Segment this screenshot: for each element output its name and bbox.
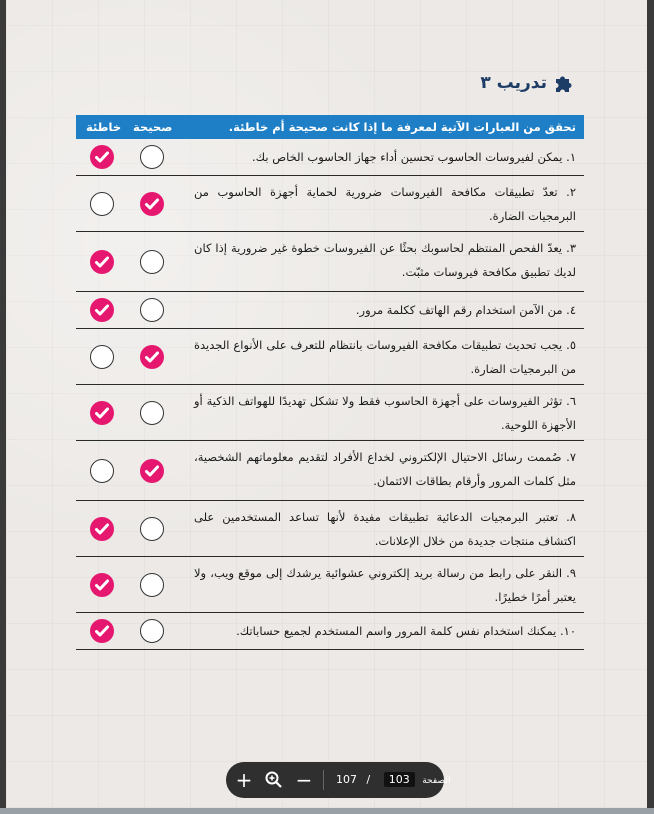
table-header (76, 115, 584, 139)
true-checkmark-icon[interactable] (140, 192, 164, 216)
page-label: الصفحة (422, 776, 451, 786)
true-radio-empty[interactable] (140, 401, 164, 425)
statement-text: ١٠. يمكنك استخدام نفس كلمة المرور واسم المستخدم لجميع حساباتك. (236, 624, 576, 638)
false-radio-empty[interactable] (90, 192, 114, 216)
true-radio-empty[interactable] (140, 250, 164, 274)
table-row (76, 232, 584, 292)
header-true: صحيحة (133, 120, 173, 134)
zoom-out-button[interactable]: − (295, 768, 313, 792)
table-row (76, 441, 584, 501)
statement-text: ٦. تؤثر الفيروسات على أجهزة الحاسوب فقط ولا تشكل تهديدًا للهواتف الذكية أو الأجهزة اللوحية. (194, 394, 576, 432)
zoom-in-button[interactable]: + (235, 768, 253, 792)
statement-text: ٩. النقر على رابط من رسالة بريد إلكتروني عشوائية يرشدك إلى موقع ويب، ولا يعتبر أمرًا خطيرًا. (194, 566, 576, 604)
false-checkmark-icon[interactable] (90, 250, 114, 274)
table-row (76, 613, 584, 650)
puzzle-icon (553, 72, 575, 94)
table-row (76, 501, 584, 557)
statement-text: ٢. تعدّ تطبيقات مكافحة الفيروسات ضرورية لحماية أجهزة الحاسوب من البرمجيات الضارة. (194, 185, 576, 223)
false-radio-empty[interactable] (90, 459, 114, 483)
statement-text: ١. يمكن لفيروسات الحاسوب تحسين أداء جهاز الحاسوب الخاص بك. (252, 150, 576, 164)
toolbar-divider (323, 770, 324, 790)
statement-text: ٥. يجب تحديث تطبيقات مكافحة الفيروسات بانتظام للتعرف على الأنواع الجديدة من البرمجيات الضارة. (194, 338, 576, 376)
false-checkmark-icon[interactable] (90, 298, 114, 322)
false-checkmark-icon[interactable] (90, 401, 114, 425)
true-radio-empty[interactable] (140, 619, 164, 643)
false-checkmark-icon[interactable] (90, 517, 114, 541)
table-row (76, 139, 584, 176)
true-checkmark-icon[interactable] (140, 459, 164, 483)
table-row (76, 557, 584, 613)
table-body (76, 139, 584, 650)
false-checkmark-icon[interactable] (90, 573, 114, 597)
true-radio-empty[interactable] (140, 298, 164, 322)
total-pages: 107 (336, 773, 357, 786)
exercise-title: تدريب ٣ (480, 73, 547, 93)
true-radio-empty[interactable] (140, 573, 164, 597)
table-row (76, 329, 584, 385)
exercise-heading (480, 72, 575, 94)
current-page-input[interactable]: 103 (384, 772, 415, 787)
statement-text: ٤. من الآمن استخدام رقم الهاتف ككلمة مرور. (355, 303, 576, 317)
true-checkmark-icon[interactable] (140, 345, 164, 369)
false-radio-empty[interactable] (90, 345, 114, 369)
window-bottom-bar (0, 808, 654, 814)
table-row (76, 385, 584, 441)
magnifier-plus-icon[interactable] (264, 770, 284, 790)
book-page (6, 0, 647, 808)
true-radio-empty[interactable] (140, 517, 164, 541)
header-false: خاطئة (86, 120, 122, 134)
false-checkmark-icon[interactable] (90, 619, 114, 643)
statement-text: ٣. يعدّ الفحص المنتظم لحاسوبك بحثًا عن الفيروسات خطوة غير ضرورية إذا كان لديك تطبيق مكافحة فيروسات مثبّت. (194, 241, 576, 279)
statement-text: ٨. تعتبر البرمجيات الدعائية تطبيقات مفيدة لأنها تساعد المستخدمين على اكتشاف منتجات جديدة من خلال الإعلانات. (194, 510, 576, 548)
header-question: تحقق من العبارات الآتية لمعرفة ما إذا كانت صحيحة أم خاطئة. (228, 120, 576, 134)
true-false-table (76, 115, 584, 650)
table-row (76, 292, 584, 329)
viewer-toolbar (226, 762, 451, 798)
page-indicator (336, 773, 450, 786)
statement-text: ٧. صُممت رسائل الاحتيال الإلكتروني لخداع الأفراد لتقديم معلوماتهم الشخصية، مثل كلمات المرور وأرقام بطاقات الائتمان. (194, 450, 576, 488)
table-row (76, 176, 584, 232)
page-separator: / (366, 773, 371, 786)
true-radio-empty[interactable] (140, 145, 164, 169)
false-checkmark-icon[interactable] (90, 145, 114, 169)
